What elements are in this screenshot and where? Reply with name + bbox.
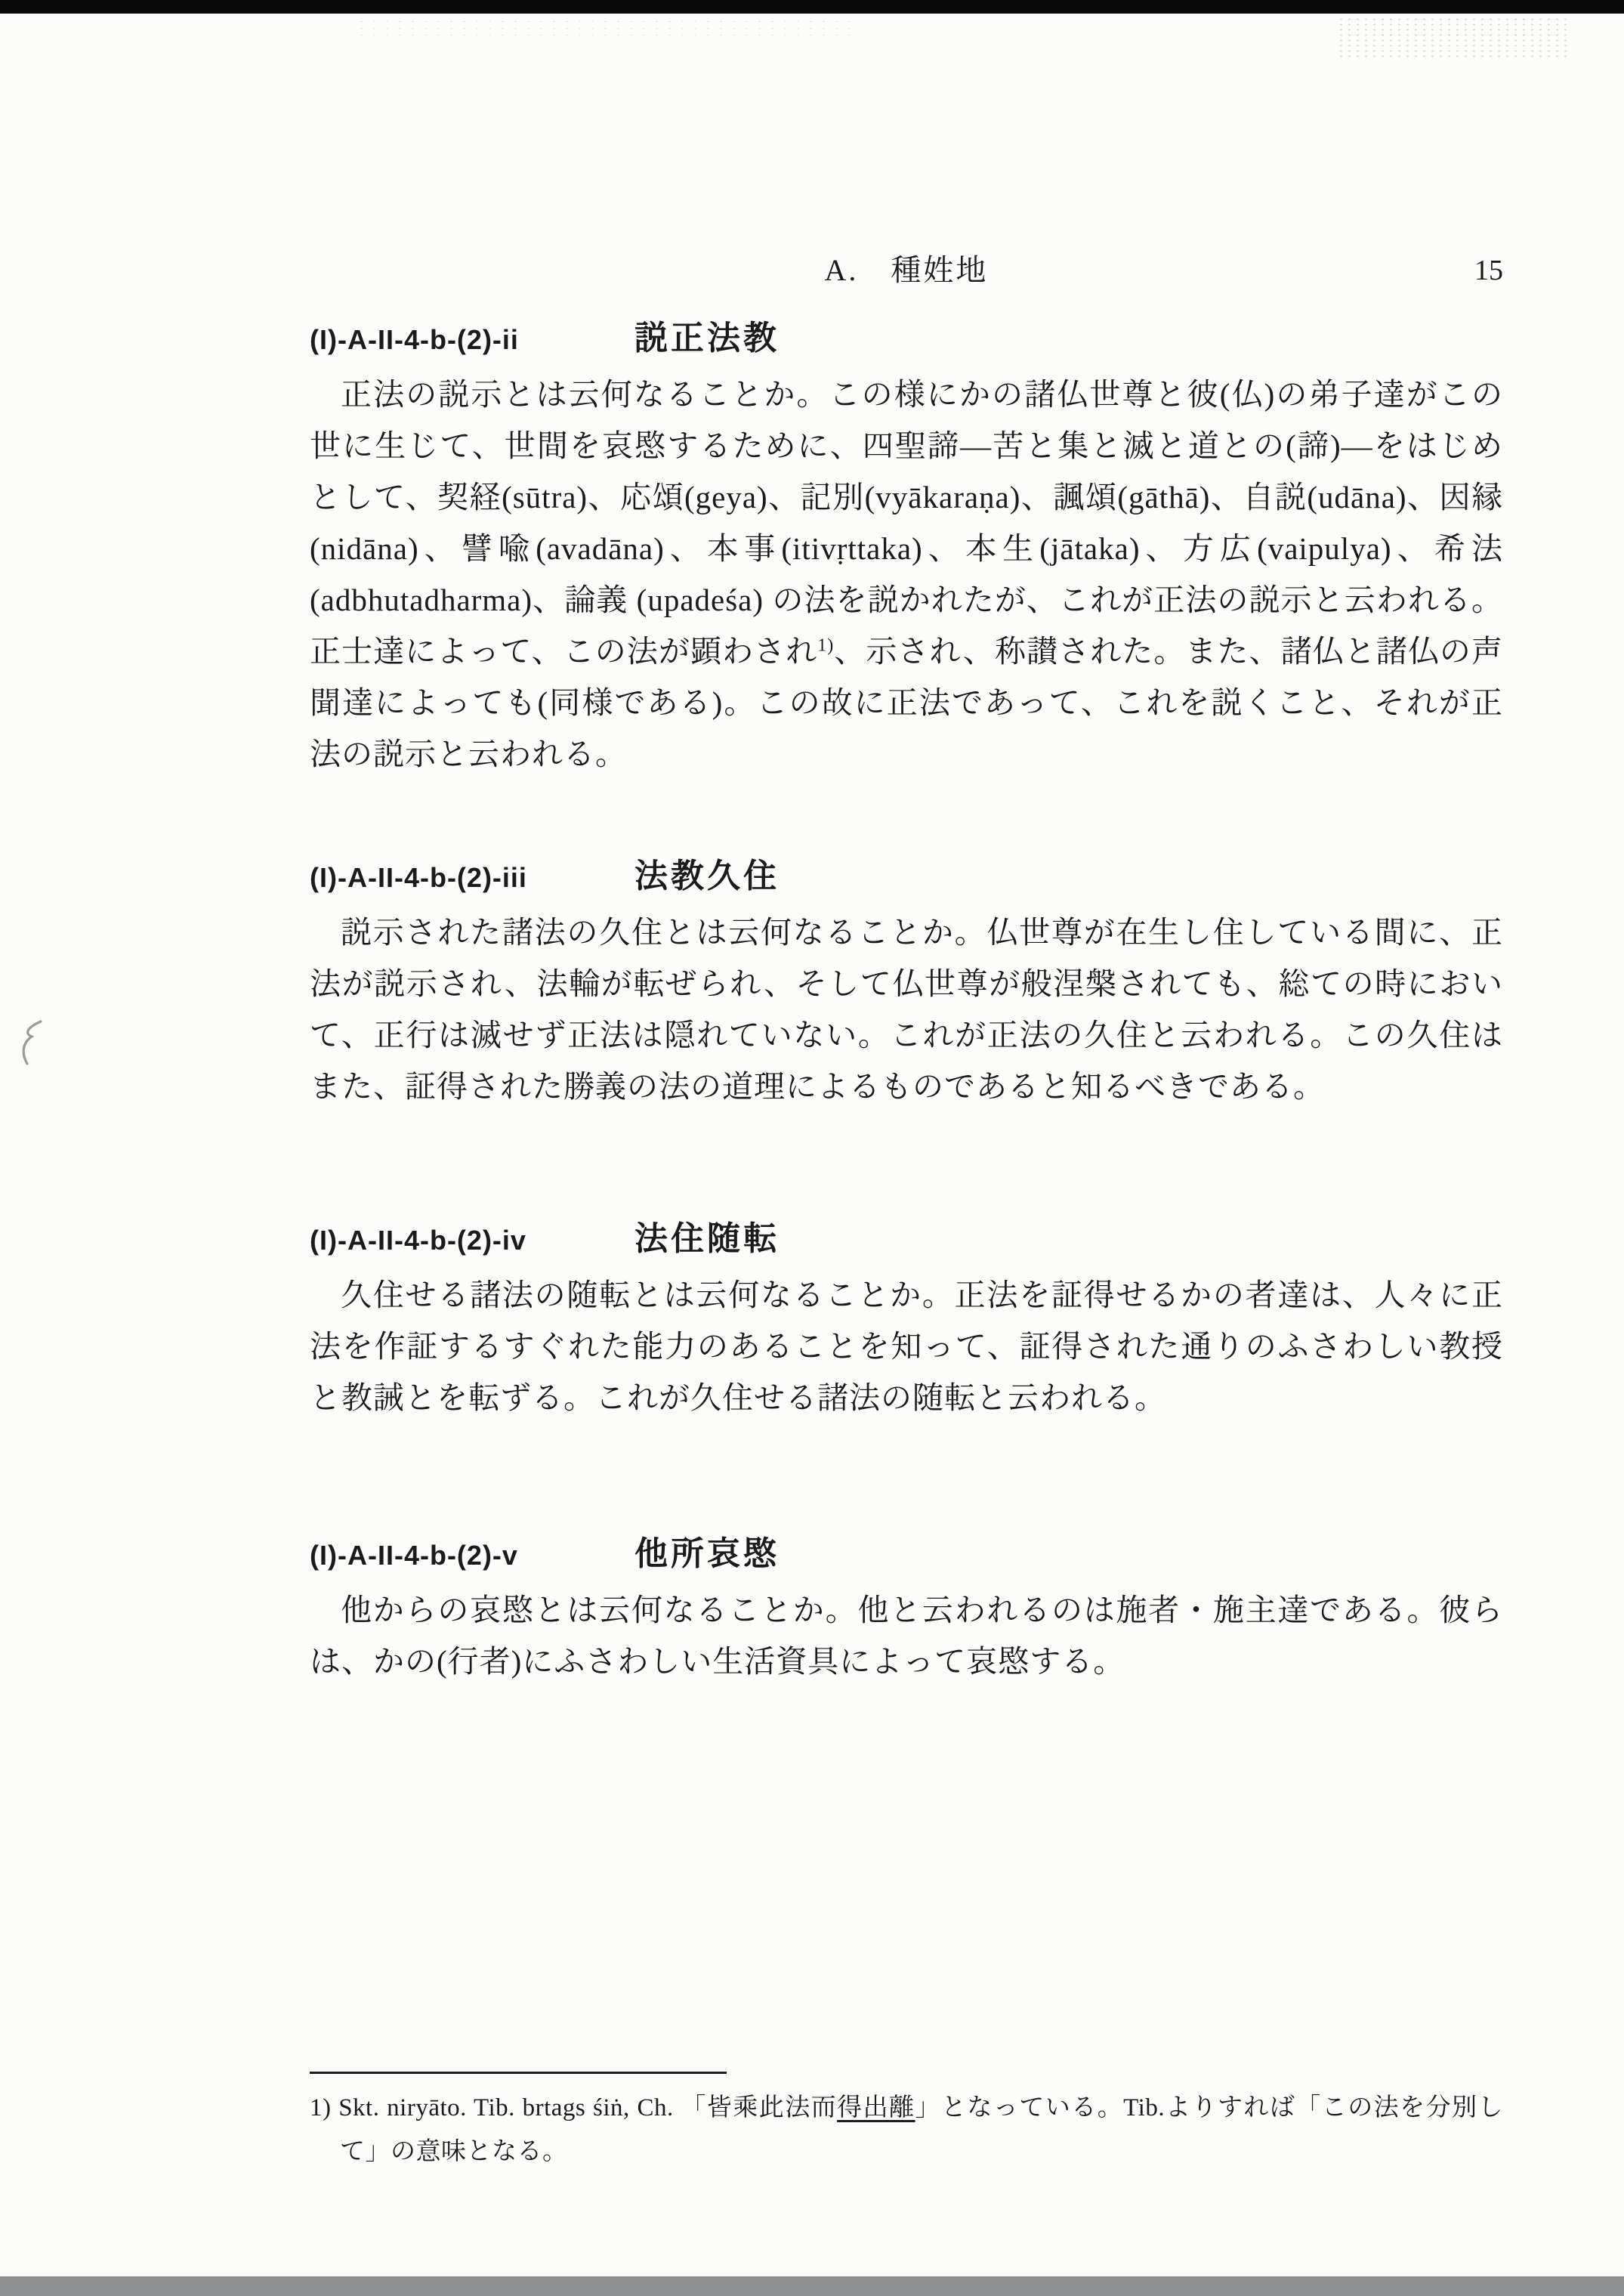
- section-label: (I)-A-II-4-b-(2)-ii: [310, 324, 519, 355]
- footnote-part: 」となっている。Tib.よりすれば「この法を分別して」の意味となる。: [340, 2094, 1503, 2165]
- chapter-title: A. 種姓地: [824, 253, 989, 287]
- section-body: 説示された諸法の久住とは云何なることか。仏世尊が在生し住している間に、正法が説示され、法輪が転ぜられ、そして仏世尊が般涅槃されても、総ての時において、正行は滅せず正法は隠れていない。これが正法の久住と云われる。この久住はまた、証得された勝義の法の道理によるものであると知るべきである。: [310, 915, 1503, 1104]
- page-number: 15: [1474, 255, 1503, 286]
- footnote-separator-rule: [310, 2072, 727, 2074]
- section-title: 説正法教: [634, 320, 780, 357]
- body-text: 、示され、称讃された。また、諸仏と諸仏の声聞達によっても(同様である)。この故に正法であって、これを説くこと、それが正法の説示と云われる。: [310, 634, 1503, 771]
- section-label: (I)-A-II-4-b-(2)-v: [310, 1540, 518, 1571]
- body-text: 正法の説示とは云何なることか。この様にかの諸仏世尊と彼(仏)の弟子達がこの世に生じて、世間を哀愍するために、四聖諦―苦と集と滅と道との(諦)―をはじめとして、契経(sūtra)、応頌(geya)、記別(vyākaraṇa)、諷頌(gāthā)、自説(udāna)、因縁(nidāna)、譬喩(avadāna)、本事(itivṛttaka)、本生(jātaka)、方広(vaipulya)、希法(adbhutadharma)、論義 (upadeśa) の法を説かれたが、これが正法の説示と云われる。正士達によって、この法が顕わされ: [310, 377, 1503, 669]
- footnote-text: [310, 2086, 1503, 2174]
- footnote-reference: 1): [817, 635, 835, 656]
- section-title: 法教久住: [634, 858, 780, 895]
- section-title: 他所哀愍: [634, 1535, 780, 1572]
- section-heading: [310, 1533, 1503, 1577]
- section-ii: [310, 317, 1503, 780]
- section-title: 法住随転: [634, 1220, 780, 1257]
- section-body: 他からの哀愍とは云何なることか。他と云われるのは施者・施主達である。彼らは、かの(行者)にふさわしい生活資具によって哀愍する。: [310, 1593, 1503, 1679]
- section-iv: [310, 1218, 1503, 1423]
- scan-artifact-bottom-bar: [0, 2276, 1624, 2296]
- section-label: (I)-A-II-4-b-(2)-iii: [310, 862, 527, 893]
- section-label: (I)-A-II-4-b-(2)-iv: [310, 1225, 526, 1256]
- section-body: [310, 369, 1503, 780]
- pencil-mark: [18, 1018, 51, 1067]
- section-iii: [310, 855, 1503, 1112]
- section-heading: [310, 317, 1503, 361]
- footnote-underlined-part: 得出離: [837, 2094, 915, 2121]
- section-heading: [310, 1218, 1503, 1262]
- section-heading: [310, 855, 1503, 899]
- footnote-area: [310, 2072, 1503, 2174]
- running-header: [310, 249, 1503, 292]
- section-v: [310, 1533, 1503, 1687]
- section-body: 久住せる諸法の随転とは云何なることか。正法を証得せるかの者達は、人々に正法を作証するすぐれた能力のあることを知って、証得された通りのふさわしい教授と教誡とを転ずる。これが久住せる諸法の随転と云われる。: [310, 1278, 1503, 1415]
- footnote-part: 1) Skt. niryāto. Tib. brtags śiṅ, Ch. 「皆乘此法而: [310, 2094, 838, 2121]
